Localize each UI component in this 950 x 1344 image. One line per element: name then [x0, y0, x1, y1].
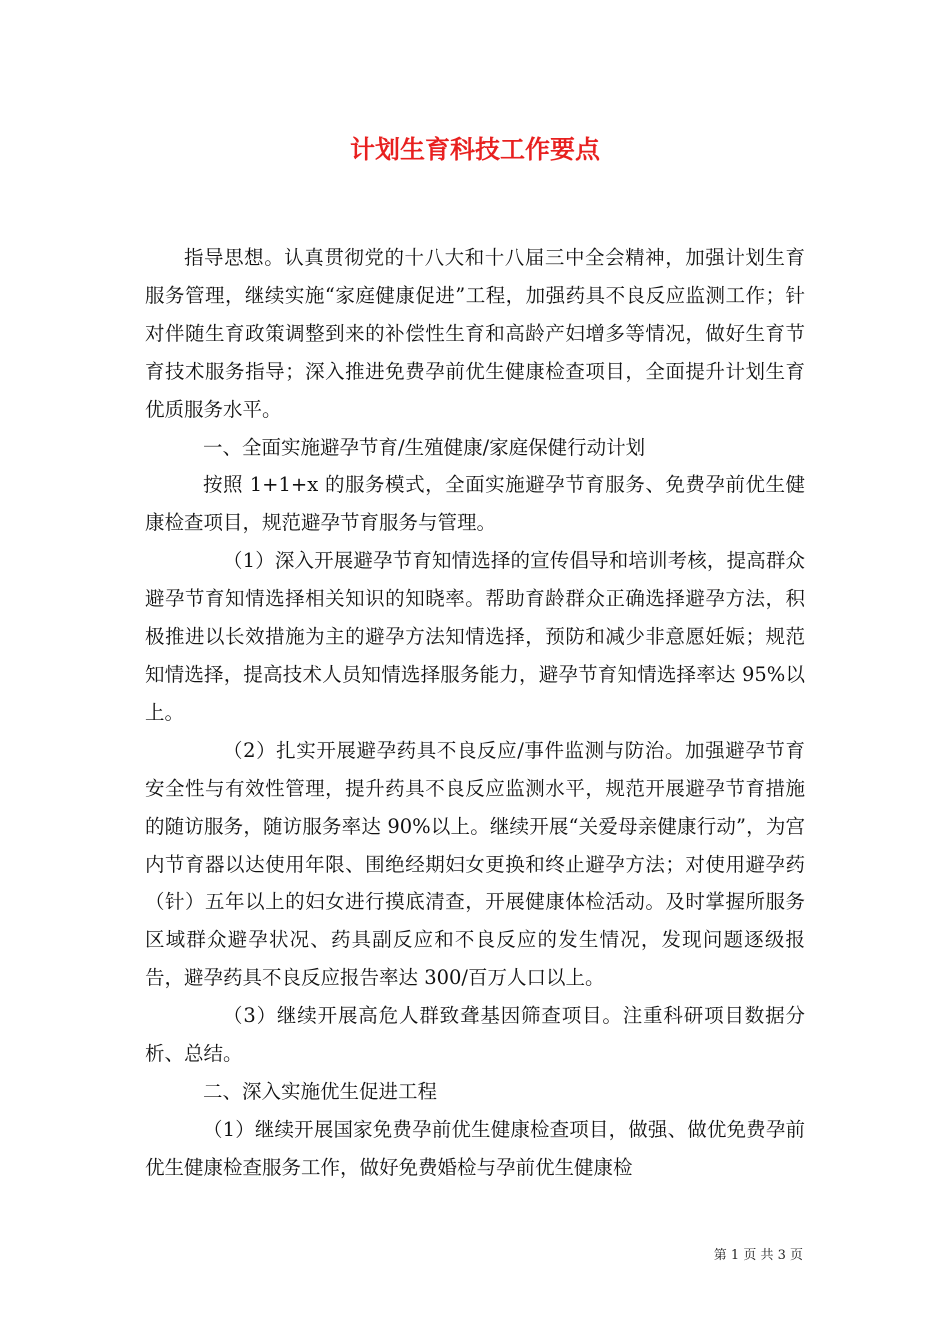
page-number: 第 1 页 共 3 页	[713, 1248, 803, 1263]
document-title: 计划生育科技工作要点	[349, 135, 600, 164]
paragraph-service-model: 按照 1+1+x 的服务模式，全面实施避孕节育服务、免费孕前优生健康检查项目，规范避孕节育服务与管理。	[145, 473, 805, 535]
paragraph-item-2: （2）扎实开展避孕药具不良反应/事件监测与防治。加强避孕节育安全性与有效性管理，提升药具不良反应监测水平，规范开展避孕节育措施的随访服务，随访服务率达 90%以上。继续开展“关爱母亲健康行动”，为宫内节育器以达使用年限、围绝经期妇女更换和终止避孕方法；对使用避孕药（针）五年以上的妇女进行摸底清查，开展健康体检活动。及时掌握所服务区域群众避孕状况、药具副反应和不良反应的发生情况，发现问题逐级报告，避孕药具不良反应报告率达 300/百万人口以上。	[145, 738, 805, 990]
paragraph-item-1: （1）深入开展避孕节育知情选择的宣传倡导和培训考核，提高群众避孕节育知情选择相关知识的知晓率。帮助育龄群众正确选择避孕方法，积极推进以长效措施为主的避孕方法知情选择，预防和减少非意愿妊娠；规范知情选择，提高技术人员知情选择服务能力，避孕节育知情选择率达 95%以上。	[145, 549, 805, 724]
document-body	[145, 239, 805, 1187]
section-heading-1: 一、全面实施避孕节育/生殖健康/家庭保健行动计划	[203, 435, 646, 459]
paragraph-section2-item-1: （1）继续开展国家免费孕前优生健康检查项目，做强、做优免费孕前优生健康检查服务工作，做好免费婚检与孕前优生健康检	[145, 1117, 805, 1179]
section-heading-2: 二、深入实施优生促进工程	[203, 1079, 438, 1103]
paragraph-guiding-ideology: 指导思想。认真贯彻党的十八大和十八届三中全会精神，加强计划生育服务管理，继续实施“家庭健康促进”工程，加强药具不良反应监测工作；针对伴随生育政策调整到来的补偿性生育和高龄产妇增多等情况，做好生育节育技术服务指导；深入推进免费孕前优生健康检查项目，全面提升计划生育优质服务水平。	[145, 246, 805, 421]
paragraph-item-3: （3）继续开展高危人群致聋基因筛查项目。注重科研项目数据分析、总结。	[145, 1004, 805, 1066]
